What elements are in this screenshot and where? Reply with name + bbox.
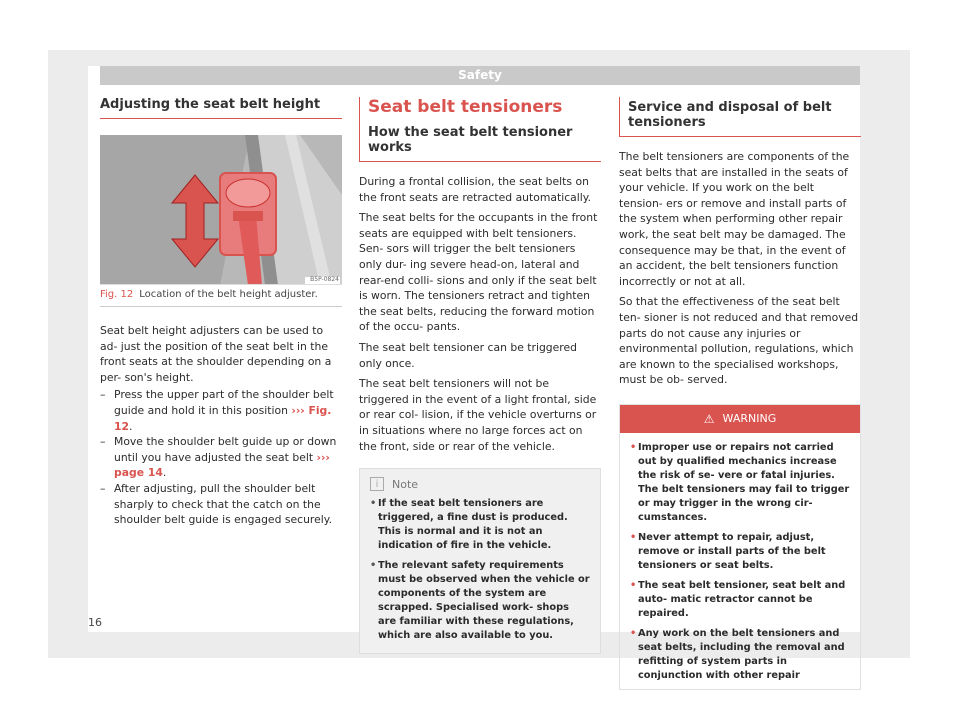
figure-reference-link[interactable]: ››› Fig. 12 <box>114 403 332 433</box>
info-icon: i <box>370 477 384 491</box>
belt-height-adjuster-figure <box>100 135 342 285</box>
column-tensioners <box>359 97 601 654</box>
list-item <box>100 434 342 481</box>
step-text: Move the shoulder belt guide up or down until you have adjusted the seat belt <box>114 435 337 464</box>
section-subtitle: How the seat belt tensioner works <box>359 117 601 162</box>
warning-body <box>620 433 860 689</box>
figure-label: Fig. 12 <box>100 289 134 300</box>
section-title: Adjusting the seat belt height <box>100 97 342 119</box>
step-text: After adjusting, pull the shoulder belt sharply to check that the catch on the shoulder belt guide is engaged securely. <box>114 481 333 527</box>
note-item: • If the seat belt tensioners are triggered, a fine dust is produced. This is normal and it is not an indication of fire in the vehicle. <box>370 497 590 553</box>
warning-item: • Never attempt to repair, adjust, remove or install parts of the belt tensioners or seat belts. <box>630 531 850 573</box>
note-item: • The relevant safety requirements must be observed when the vehicle or components of the system are scrapped. Specialised work- shops are familiar with these regulations, which are also available to you. <box>370 559 590 643</box>
warning-box <box>619 404 861 690</box>
note-label: Note <box>392 477 419 491</box>
list-item <box>100 481 342 528</box>
figure-code: B5P-0824 <box>310 276 339 283</box>
figure-caption-text: Location of the belt height adjuster. <box>139 289 318 300</box>
paragraph: The seat belts for the occupants in the front seats are equipped with belt tensioners. Sen- sors will trigger the belt tensioners only dur- ing severe head-on, lateral and rear-end colli- sions and only if the seat belt is worn. The tensioners retract and tighten the seat belts, reducing the forward motion of the occu- pants. <box>359 211 598 334</box>
list-item <box>100 387 342 434</box>
step-tail: . <box>162 466 167 480</box>
warning-item: • Improper use or repairs not carried out by qualified mechanics increase the risk of se- vere or fatal injuries. The belt tensioners may fail to trigger or may trigger in the wrong cir- cumstances. <box>630 441 850 525</box>
adjustment-steps <box>100 387 342 527</box>
paragraph: The belt tensioners are components of the seat belts that are installed in the seats of your vehicle. If you work on the belt tension- ers or remove and install parts of the system when performing other repair work, the seat belt may be damaged. The consequence may be that, in the event of an accident, the belt tensioners function incorrectly or not at all. <box>619 150 850 288</box>
section-title: Service and disposal of belt tensioners <box>619 97 861 137</box>
step-text: Press the upper part of the shoulder belt guide and hold it in this position <box>114 388 334 417</box>
paragraph: So that the effectiveness of the seat belt ten- sioner is not reduced and that removed parts do not cause any injuries or environmental pollution, regulations, which are known to the specialised workshops, must be ob- served. <box>619 295 859 387</box>
intro-paragraph: Seat belt height adjusters can be used to ad- just the position of the seat belt in the front seats at the shoulder depending on a per- son's height. <box>100 324 332 384</box>
section-header: Safety <box>100 66 860 85</box>
paragraph: During a frontal collision, the seat belts on the front seats are retracted automatically. <box>359 175 592 204</box>
paragraph: The seat belt tensioners will not be triggered in the event of a light frontal, side or rear col- lision, if the vehicle overturns or in situations where no large forces act on the front, side or rear of the vehicle. <box>359 377 597 453</box>
note-header <box>370 477 590 491</box>
column-service-disposal <box>619 97 861 690</box>
warning-item: • Any work on the belt tensioners and seat belts, including the removal and refitting of system parts in conjunction with other repair <box>630 627 850 683</box>
warning-header <box>620 405 860 433</box>
warning-label: WARNING <box>722 412 777 426</box>
step-tail: . <box>129 419 133 433</box>
figure-caption <box>100 285 342 307</box>
paragraph: The seat belt tensioner can be triggered only once. <box>359 340 578 370</box>
note-box <box>359 468 601 654</box>
page-number: 16 <box>88 616 102 629</box>
column-adjusting-height <box>100 97 342 528</box>
page-reference-link[interactable]: ››› page 14 <box>114 450 330 480</box>
chapter-title: Seat belt tensioners <box>359 97 601 117</box>
warning-triangle-icon: ⚠ <box>703 411 715 426</box>
warning-item: • The seat belt tensioner, seat belt and auto- matic retractor cannot be repaired. <box>630 579 850 621</box>
belt-adjuster-illustration <box>100 135 342 285</box>
